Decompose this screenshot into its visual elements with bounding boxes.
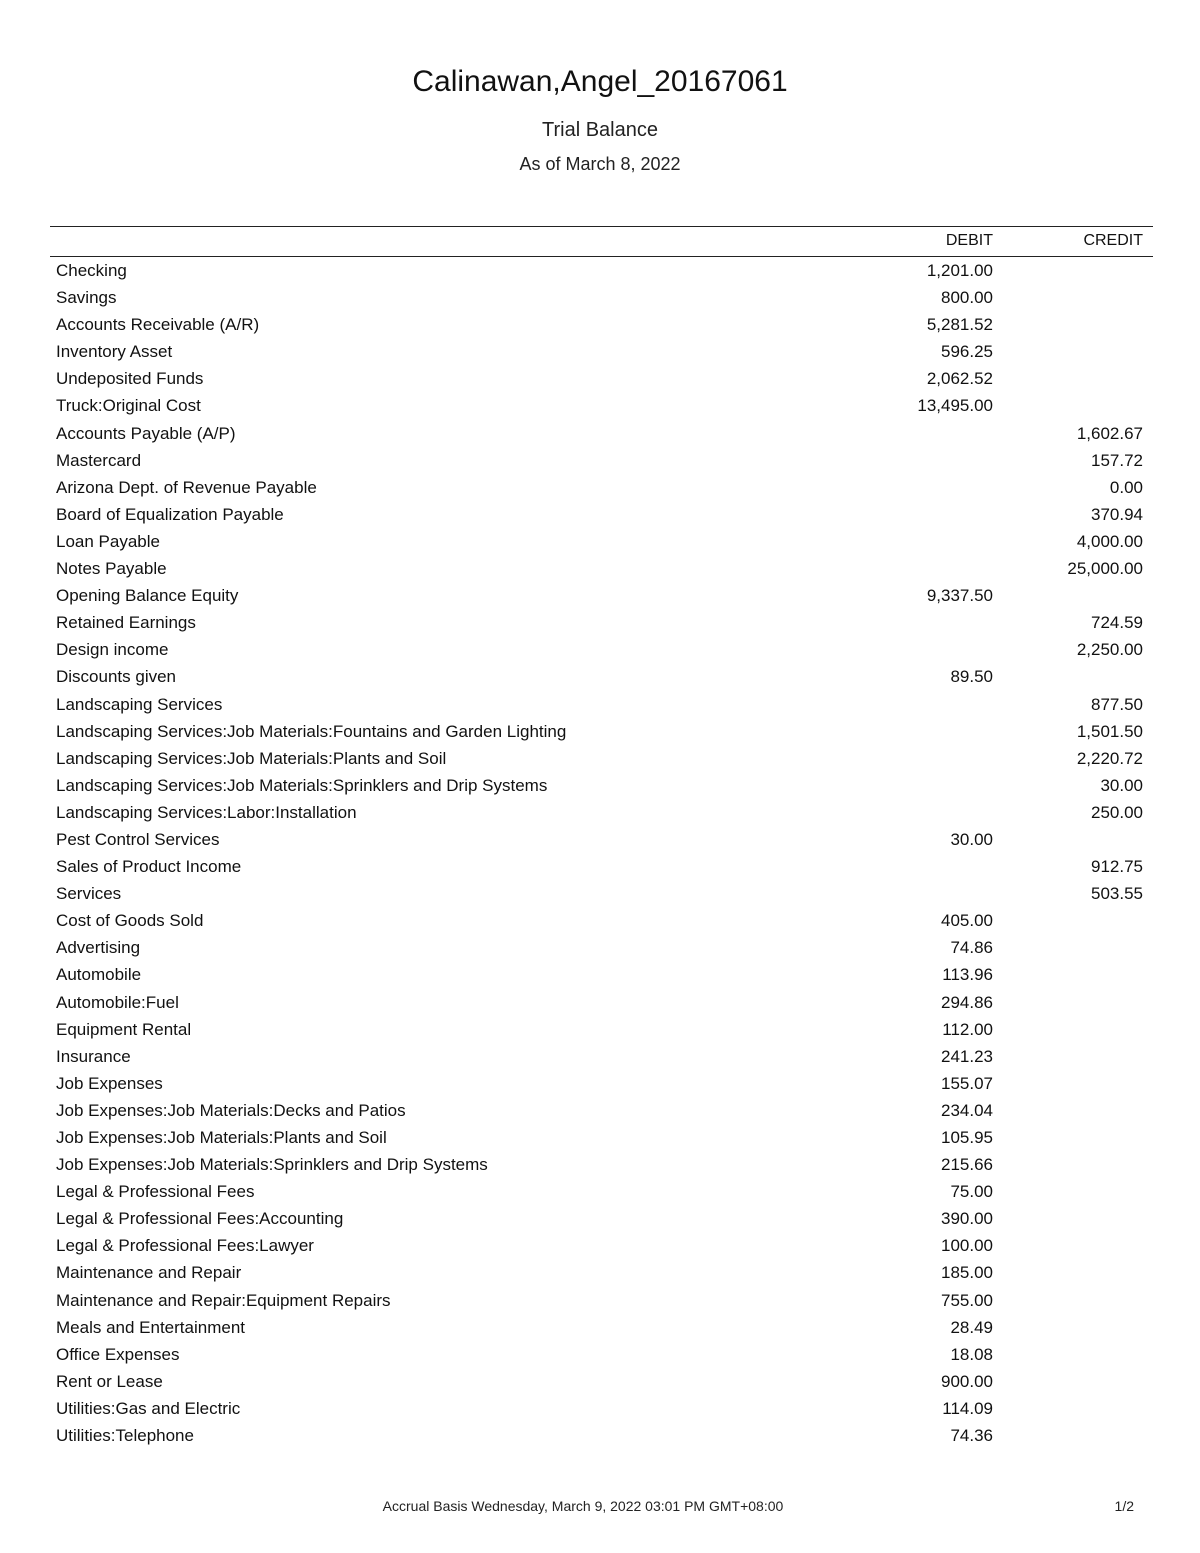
table-row [50, 799, 1153, 826]
credit-amount: 912.75 [1091, 857, 1143, 877]
table-row [50, 1259, 1153, 1286]
debit-amount: 755.00 [941, 1290, 993, 1310]
debit-amount: 294.86 [941, 992, 993, 1012]
report-date: As of March 8, 2022 [519, 154, 681, 174]
debit-amount: 390.00 [941, 1209, 993, 1229]
footer-basis: Accrual Basis Wednesday, March 9, 2022 03:01 PM GMT+08:00 [382, 1498, 784, 1514]
debit-amount: 30.00 [950, 829, 993, 849]
page-number: 1/2 [1114, 1498, 1134, 1514]
table-row [50, 663, 1153, 690]
account-name: Mastercard [56, 450, 142, 470]
table-row [50, 311, 1153, 338]
company-name: Calinawan,Angel_20167061 [412, 65, 788, 98]
credit-amount: 250.00 [1091, 802, 1143, 822]
table-row [50, 961, 1153, 988]
account-name: Undeposited Funds [56, 369, 204, 389]
credit-amount: 30.00 [1100, 775, 1143, 795]
account-name: Accounts Receivable (A/R) [56, 315, 260, 335]
debit-amount: 18.08 [950, 1344, 993, 1364]
table-row [50, 1287, 1153, 1314]
table-row [50, 907, 1153, 934]
account-name: Job Expenses [56, 1073, 163, 1093]
table-row [50, 1314, 1153, 1341]
debit-amount: 241.23 [941, 1046, 993, 1066]
debit-amount: 89.50 [950, 667, 993, 687]
debit-amount: 113.96 [942, 965, 993, 985]
account-name: Job Expenses:Job Materials:Plants and Soil [56, 1128, 387, 1147]
table-row [50, 691, 1153, 718]
account-name: Loan Payable [56, 531, 160, 551]
table-row [50, 745, 1153, 772]
table-header [50, 226, 1153, 257]
account-name: Inventory Asset [56, 342, 173, 362]
account-name: Equipment Rental [56, 1019, 192, 1039]
table-row [50, 1178, 1153, 1205]
account-name: Landscaping Services:Job Materials:Fountains and Garden Lighting [56, 721, 567, 741]
debit-amount: 75.00 [950, 1182, 993, 1202]
credit-amount: 1,501.50 [1076, 721, 1143, 741]
table-row [50, 1422, 1153, 1449]
table-row [50, 1232, 1153, 1259]
debit-amount: 114.09 [942, 1398, 993, 1418]
credit-amount: 4,000.00 [1076, 531, 1143, 551]
debit-amount: 112.00 [942, 1019, 993, 1039]
table-row [50, 447, 1153, 474]
table-row [50, 392, 1153, 419]
account-name: Opening Balance Equity [56, 586, 239, 606]
account-name: Job Expenses:Job Materials:Sprinklers and Drip Systems [56, 1155, 488, 1175]
account-name: Legal & Professional Fees [56, 1182, 255, 1202]
account-name: Landscaping Services:Job Materials:Plants and Soil [56, 748, 447, 768]
account-name: Automobile:Fuel [56, 992, 179, 1012]
account-name: Discounts given [56, 667, 177, 687]
account-name: Utilities:Telephone [56, 1426, 194, 1446]
table-row [50, 365, 1153, 392]
account-name: Maintenance and Repair:Equipment Repairs [56, 1290, 391, 1310]
table-row [50, 1395, 1153, 1422]
credit-amount: 157.72 [1091, 450, 1143, 470]
account-name: Legal & Professional Fees:Accounting [56, 1209, 344, 1229]
table-row [50, 880, 1153, 907]
account-name: Sales of Product Income [56, 857, 242, 877]
table-row [50, 718, 1153, 745]
table-row [50, 338, 1153, 365]
account-name: Landscaping Services [56, 694, 223, 714]
credit-amount: 2,250.00 [1076, 640, 1143, 660]
debit-amount: 5,281.52 [926, 315, 993, 335]
table-row [50, 582, 1153, 609]
debit-amount: 28.49 [950, 1317, 993, 1337]
account-name: Meals and Entertainment [56, 1317, 245, 1337]
account-name: Utilities:Gas and Electric [56, 1398, 241, 1418]
report-title: Trial Balance [542, 119, 658, 141]
credit-amount: 503.55 [1091, 884, 1143, 904]
account-name: Savings [56, 288, 117, 308]
table-row [50, 284, 1153, 311]
table-row [50, 474, 1153, 501]
table-row [50, 1016, 1153, 1043]
account-name: Accounts Payable (A/P) [56, 423, 236, 443]
debit-amount: 800.00 [941, 288, 993, 308]
account-name: Automobile [56, 965, 142, 985]
table-row [50, 1043, 1153, 1070]
debit-amount: 100.00 [941, 1236, 993, 1256]
account-name: Job Expenses:Job Materials:Decks and Patios [56, 1100, 406, 1120]
account-name: Checking [56, 261, 127, 280]
debit-amount: 74.36 [950, 1426, 993, 1446]
table-row [50, 609, 1153, 636]
account-name: Services [56, 884, 122, 904]
debit-amount: 9,337.50 [926, 586, 993, 606]
credit-amount: 370.94 [1091, 504, 1143, 524]
credit-amount: 2,220.72 [1076, 748, 1143, 768]
account-name: Pest Control Services [56, 829, 220, 849]
debit-amount: 215.66 [941, 1155, 993, 1175]
account-name: Arizona Dept. of Revenue Payable [56, 477, 317, 497]
account-name: Landscaping Services:Labor:Installation [56, 802, 357, 822]
table-row [50, 636, 1153, 663]
debit-amount: 900.00 [941, 1371, 993, 1391]
table-row [50, 853, 1153, 880]
credit-amount: 25,000.00 [1067, 559, 1143, 579]
table-row [50, 555, 1153, 582]
account-name: Maintenance and Repair [56, 1263, 242, 1283]
account-name: Advertising [56, 938, 141, 958]
table-row [50, 1151, 1153, 1178]
account-name: Landscaping Services:Job Materials:Sprinklers and Drip Systems [56, 775, 548, 795]
account-name: Cost of Goods Sold [56, 911, 204, 931]
debit-amount: 13,495.00 [917, 396, 993, 416]
credit-amount: 0.00 [1109, 477, 1143, 497]
debit-amount: 596.25 [941, 342, 993, 362]
table-row [50, 989, 1153, 1016]
table-row [50, 501, 1153, 528]
debit-column-header: DEBIT [945, 232, 993, 249]
table-body [50, 257, 1153, 1449]
credit-amount: 877.50 [1091, 694, 1143, 714]
credit-column-header: CREDIT [1083, 232, 1143, 249]
debit-amount: 105.95 [941, 1128, 993, 1147]
table-row [50, 1097, 1153, 1124]
account-name: Insurance [56, 1046, 131, 1066]
account-name: Truck:Original Cost [56, 396, 201, 416]
account-name: Notes Payable [56, 559, 167, 579]
table-row [50, 1070, 1153, 1097]
account-name: Office Expenses [56, 1344, 180, 1364]
table-row [50, 826, 1153, 853]
table-row [50, 420, 1153, 447]
table-row [50, 1368, 1153, 1395]
account-name: Rent or Lease [56, 1371, 163, 1391]
table-row [50, 1124, 1153, 1151]
table-row [50, 528, 1153, 555]
account-name: Retained Earnings [56, 613, 196, 633]
debit-amount: 2,062.52 [926, 369, 993, 389]
debit-amount: 1,201.00 [926, 261, 993, 280]
table-row [50, 257, 1153, 284]
debit-amount: 405.00 [941, 911, 993, 931]
table-row [50, 772, 1153, 799]
table-row [50, 1341, 1153, 1368]
debit-amount: 234.04 [941, 1100, 993, 1120]
credit-amount: 1,602.67 [1076, 423, 1143, 443]
credit-amount: 724.59 [1091, 613, 1143, 633]
table-row [50, 934, 1153, 961]
account-name: Board of Equalization Payable [56, 504, 284, 524]
debit-amount: 74.86 [950, 938, 993, 958]
trial-balance-table [50, 226, 1153, 1449]
debit-amount: 185.00 [941, 1263, 993, 1283]
account-name: Design income [56, 640, 169, 660]
table-row [50, 1205, 1153, 1232]
account-name: Legal & Professional Fees:Lawyer [56, 1236, 314, 1256]
debit-amount: 155.07 [941, 1073, 993, 1093]
